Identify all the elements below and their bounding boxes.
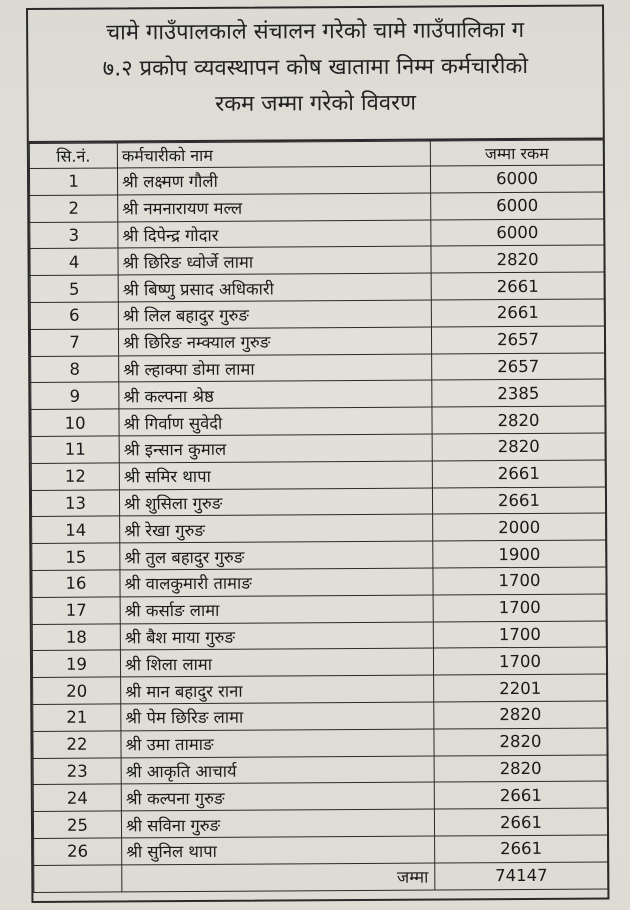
name-cell: श्री रेखा गुरुङ bbox=[120, 514, 433, 543]
name-cell: श्री दिपेन्द्र गोदार bbox=[118, 220, 431, 249]
total-amount: 74147 bbox=[435, 862, 608, 890]
serial-cell: 7 bbox=[30, 329, 118, 356]
header-amount: जम्मा रकम bbox=[430, 140, 603, 166]
amount-cell: 2661 bbox=[434, 781, 607, 809]
name-cell: श्री सविना गुरुङ bbox=[121, 809, 434, 838]
serial-cell: 1 bbox=[29, 168, 117, 195]
amount-cell: 1700 bbox=[433, 621, 606, 649]
table-row bbox=[34, 835, 608, 865]
name-cell: श्री कल्पना गुरुङ bbox=[121, 782, 434, 811]
header-serial: सि.नं. bbox=[29, 143, 117, 169]
table-row bbox=[33, 781, 607, 811]
table-row bbox=[31, 353, 605, 383]
name-cell: श्री पेम छिरिङ लामा bbox=[121, 702, 434, 731]
table-header-row bbox=[29, 140, 603, 169]
table-row bbox=[30, 192, 604, 222]
title-line-1: चामे गाउँपालकाले संचालन गरेको चामे गाउँपालिका ग bbox=[106, 17, 525, 46]
serial-cell: 22 bbox=[33, 731, 121, 758]
amount-cell: 2661 bbox=[431, 299, 604, 327]
name-cell: श्री आकृति आचार्य bbox=[121, 756, 434, 785]
table-row bbox=[32, 647, 606, 677]
amount-cell: 2657 bbox=[431, 326, 604, 354]
table-row bbox=[30, 272, 604, 302]
total-empty-cell bbox=[34, 865, 122, 893]
table-row bbox=[31, 487, 605, 517]
name-cell: श्री छिरिङ ध्वोर्जे लामा bbox=[118, 246, 431, 275]
amount-cell: 6000 bbox=[430, 165, 603, 193]
serial-cell: 20 bbox=[33, 677, 121, 704]
table-row bbox=[31, 433, 605, 463]
serial-cell: 5 bbox=[30, 275, 118, 302]
total-row bbox=[34, 862, 608, 893]
amount-cell: 2820 bbox=[432, 433, 605, 461]
table-row bbox=[30, 299, 604, 329]
table-row bbox=[31, 379, 605, 409]
name-cell: श्री इन्सान कुमाल bbox=[119, 434, 432, 463]
amount-cell: 2661 bbox=[435, 835, 608, 863]
name-cell: श्री तुल बहादुर गुरुङ bbox=[120, 541, 433, 570]
table-row bbox=[32, 513, 606, 543]
name-cell: श्री कल्पना श्रेष्ठ bbox=[119, 380, 432, 409]
name-cell: श्री उमा तामाङ bbox=[121, 729, 434, 758]
table-row bbox=[32, 621, 606, 651]
header-name: कर्मचारीको नाम bbox=[117, 141, 430, 168]
employee-amount-table bbox=[29, 139, 609, 892]
name-cell: श्री समिर थापा bbox=[119, 461, 432, 490]
serial-cell: 19 bbox=[32, 650, 120, 677]
name-cell: श्री मान बहादुर राना bbox=[121, 675, 434, 704]
table-row bbox=[33, 754, 607, 784]
table-row bbox=[33, 701, 607, 731]
serial-cell: 11 bbox=[31, 436, 119, 463]
amount-cell: 1700 bbox=[433, 594, 606, 622]
amount-cell: 2661 bbox=[432, 487, 605, 515]
serial-cell: 14 bbox=[32, 516, 120, 543]
serial-cell: 9 bbox=[31, 382, 119, 409]
table-row bbox=[33, 808, 607, 838]
name-cell: श्री सुनिल थापा bbox=[122, 836, 435, 865]
serial-cell: 21 bbox=[33, 704, 121, 731]
name-cell: श्री कर्साङ लामा bbox=[120, 595, 433, 624]
table-row bbox=[31, 406, 605, 436]
total-label: जम्मा bbox=[122, 863, 435, 892]
amount-cell: 2201 bbox=[434, 674, 607, 702]
amount-cell: 2657 bbox=[432, 353, 605, 381]
table-row bbox=[33, 728, 607, 758]
table-row bbox=[30, 219, 604, 249]
amount-cell: 2820 bbox=[434, 754, 607, 782]
amount-cell: 1700 bbox=[433, 567, 606, 595]
serial-cell: 26 bbox=[34, 838, 122, 865]
amount-cell: 1900 bbox=[433, 540, 606, 568]
serial-cell: 15 bbox=[32, 543, 120, 570]
serial-cell: 4 bbox=[30, 248, 118, 275]
name-cell: श्री लिल बहादुर गुरुङ bbox=[118, 300, 431, 329]
amount-cell: 2661 bbox=[434, 808, 607, 836]
name-cell: श्री वालकुमारी तामाङ bbox=[120, 568, 433, 597]
name-cell: श्री गिर्वाण सुवेदी bbox=[119, 407, 432, 436]
amount-cell: 2385 bbox=[432, 379, 605, 407]
amount-cell: 2820 bbox=[434, 728, 607, 756]
serial-cell: 17 bbox=[32, 597, 120, 624]
table-row bbox=[32, 594, 606, 624]
table-row bbox=[32, 540, 606, 570]
serial-cell: 13 bbox=[31, 490, 119, 517]
serial-cell: 8 bbox=[31, 356, 119, 383]
name-cell: श्री शिला लामा bbox=[120, 648, 433, 677]
serial-cell: 24 bbox=[33, 784, 121, 811]
table-row bbox=[29, 165, 603, 195]
amount-cell: 2820 bbox=[431, 245, 604, 273]
serial-cell: 25 bbox=[33, 811, 121, 838]
serial-cell: 18 bbox=[32, 623, 120, 650]
name-cell: श्री छिरिङ नम्क्याल गुरुङ bbox=[118, 327, 431, 356]
serial-cell: 10 bbox=[31, 409, 119, 436]
serial-cell: 23 bbox=[33, 757, 121, 784]
name-cell: श्री ल्हाक्पा डोमा लामा bbox=[119, 354, 432, 383]
title-line-3: रकम जम्मा गरेको विवरण bbox=[215, 90, 417, 117]
amount-cell: 2661 bbox=[431, 272, 604, 300]
name-cell: श्री लक्ष्मण गौली bbox=[117, 166, 430, 195]
amount-cell: 2820 bbox=[432, 406, 605, 434]
document-title bbox=[28, 6, 603, 143]
table-body bbox=[29, 165, 607, 865]
name-cell: श्री शुसिला गुरुङ bbox=[119, 488, 432, 517]
table-row bbox=[33, 674, 607, 704]
title-line-2: ७.२ प्रकोप व्यवस्थापन कोष खातामा निम्म कर्मचारीको bbox=[102, 53, 529, 82]
name-cell: श्री बैश माया गुरुङ bbox=[120, 622, 433, 651]
serial-cell: 3 bbox=[30, 222, 118, 249]
table-row bbox=[32, 567, 606, 597]
amount-cell: 2820 bbox=[434, 701, 607, 729]
serial-cell: 16 bbox=[32, 570, 120, 597]
table-row bbox=[30, 245, 604, 275]
document-sheet bbox=[26, 4, 609, 903]
name-cell: श्री नमनारायण मल्ल bbox=[118, 193, 431, 222]
table-row bbox=[30, 326, 604, 356]
amount-cell: 1700 bbox=[433, 647, 606, 675]
table-row bbox=[31, 460, 605, 490]
amount-cell: 6000 bbox=[431, 192, 604, 220]
amount-cell: 2661 bbox=[432, 460, 605, 488]
amount-cell: 6000 bbox=[431, 219, 604, 247]
name-cell: श्री बिष्णु प्रसाद अधिकारी bbox=[118, 273, 431, 302]
serial-cell: 6 bbox=[30, 302, 118, 329]
serial-cell: 2 bbox=[30, 195, 118, 222]
serial-cell: 12 bbox=[31, 463, 119, 490]
amount-cell: 2000 bbox=[433, 513, 606, 541]
